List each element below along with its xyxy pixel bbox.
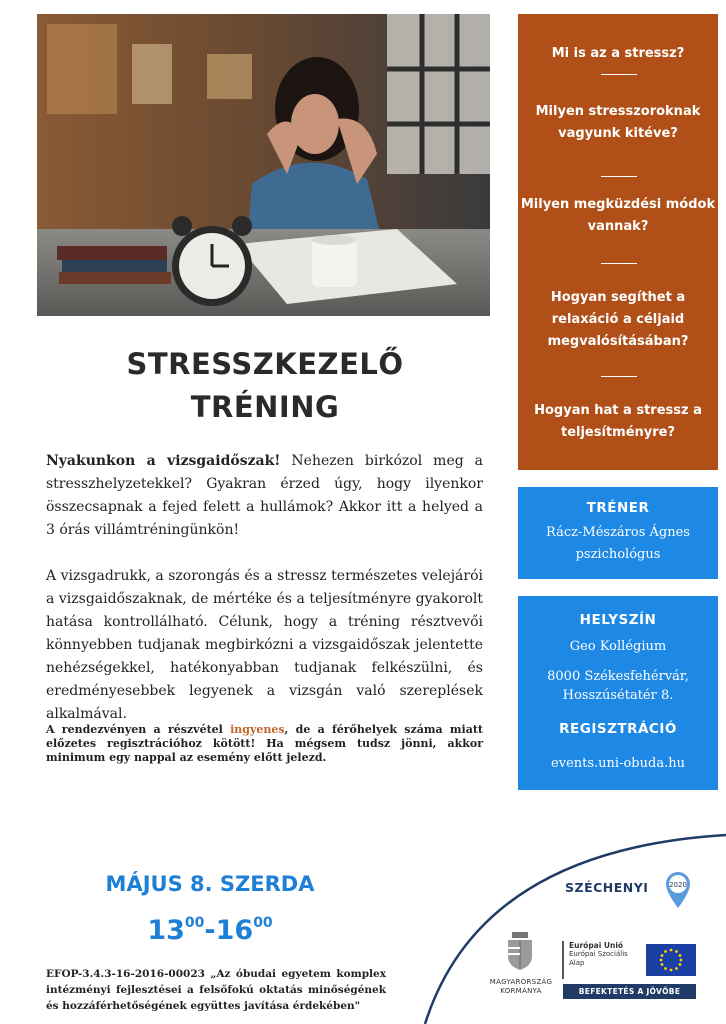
description — [46, 450, 483, 749]
question-5: Hogyan hat a stressz a teljesítményre? — [534, 403, 702, 440]
title-line-2: TRÉNING — [190, 390, 340, 424]
question-4: Hogyan segíthet a relaxáció a céljaid megvalósításában? — [547, 290, 689, 349]
note-before: A rendezvényen a részvétel — [46, 723, 231, 736]
separator — [601, 74, 637, 75]
note-after: , de a férőhelyek száma miatt előzetes regisztrációhoz kötött! Ha mégsem tudsz jönni, akkor minimum egy nappal az esemény előtt jelezd. — [46, 723, 483, 764]
venue-address-2: Hosszúsétatér 8. — [562, 688, 674, 703]
trainer-heading: TRÉNER — [586, 500, 650, 516]
intro-rest: Nehezen birkózol meg a stresszhelyzetekkel? Gyakran érzed úgy, hogy ilyenkor összecsapnak a fejed felett a hullámok? Akkor itt a helyed a 3 órás villámtréningünkön! — [46, 453, 483, 538]
time-dash: - — [204, 915, 216, 946]
start-min: 00 — [184, 915, 205, 931]
event-date — [40, 870, 380, 952]
eu-line-3: Alap — [569, 959, 585, 967]
venue-place: Geo Kollégium — [569, 639, 667, 654]
note-free: ingyenes — [230, 723, 285, 736]
registration-heading: REGISZTRÁCIÓ — [559, 721, 677, 737]
title-line-1: STRESSZKEZELŐ — [126, 347, 404, 381]
venue-box — [518, 596, 718, 790]
question-3: Milyen megküzdési módok vannak? — [520, 197, 716, 234]
separator — [601, 176, 637, 177]
government-logo-text — [487, 978, 555, 996]
eu-line-2: Európai Szociális — [569, 950, 628, 958]
eu-flag-icon — [646, 944, 696, 976]
hero-photo — [37, 14, 490, 316]
coat-of-arms-icon — [502, 930, 538, 972]
main-paragraph: A vizsgadrukk, a szorongás és a stressz természetes velejárói a vizsgaidőszaknak, de mértéke és a teljesítményre gyakorolt hatása kontrollálható. Célunk, hogy a tréning résztvevői könnyebben tudjanak megbirkózni a vizsgaidőszak jelentette nehézségekkel, hatékonyabban tudjanak felkészülni, és eredményesebbek legyenek a vizsgán való szereplések alkalmával. — [46, 568, 483, 722]
trainer-box — [518, 487, 718, 579]
gov-line-1: MAGYARORSZÁG — [489, 978, 553, 986]
intro-lead: Nyakunkon a vizsgaidőszak! — [46, 453, 281, 469]
end-min: 00 — [253, 915, 273, 931]
gov-line-2: KORMÁNYA — [500, 987, 542, 995]
page-title — [40, 343, 490, 429]
question-2: Milyen stresszoroknak vagyunk kitéve? — [535, 104, 701, 141]
location-pin-icon — [663, 870, 693, 910]
event-time — [40, 902, 380, 952]
registration-note — [46, 723, 483, 765]
question-1: Mi is az a stressz? — [551, 46, 685, 61]
questions-box — [518, 14, 718, 470]
start-hour: 13 — [147, 915, 185, 946]
trainer-name: Rácz-Mészáros Ágnes — [546, 525, 690, 540]
venue-heading: HELYSZÍN — [579, 612, 657, 628]
trainer-role: pszichológus — [575, 547, 661, 562]
end-hour: 16 — [215, 915, 254, 946]
event-day: MÁJUS 8. SZERDA — [105, 872, 315, 896]
registration-link[interactable]: events.uni-obuda.hu — [551, 756, 685, 771]
separator — [601, 376, 637, 377]
szechenyi-year: 2020 — [669, 881, 687, 889]
venue-address-1: 8000 Székesfehérvár, — [547, 669, 689, 684]
szechenyi-logo — [565, 880, 648, 895]
szechenyi-text: SZÉCHENYI — [565, 880, 649, 895]
befektetes-banner: BEFEKTETÉS A JÖVŐBE — [563, 984, 696, 999]
efop-footer: EFOP-3.4.3-16-2016-00023 „Az óbudai egyetem komplex intézményi fejlesztései a felsőfokú oktatás minőségének és hozzáférhetőségének együttes javítása érdekében" — [46, 968, 386, 1012]
eu-line-1: Európai Unió — [569, 941, 624, 950]
separator — [601, 263, 637, 264]
intro-paragraph — [46, 450, 483, 542]
